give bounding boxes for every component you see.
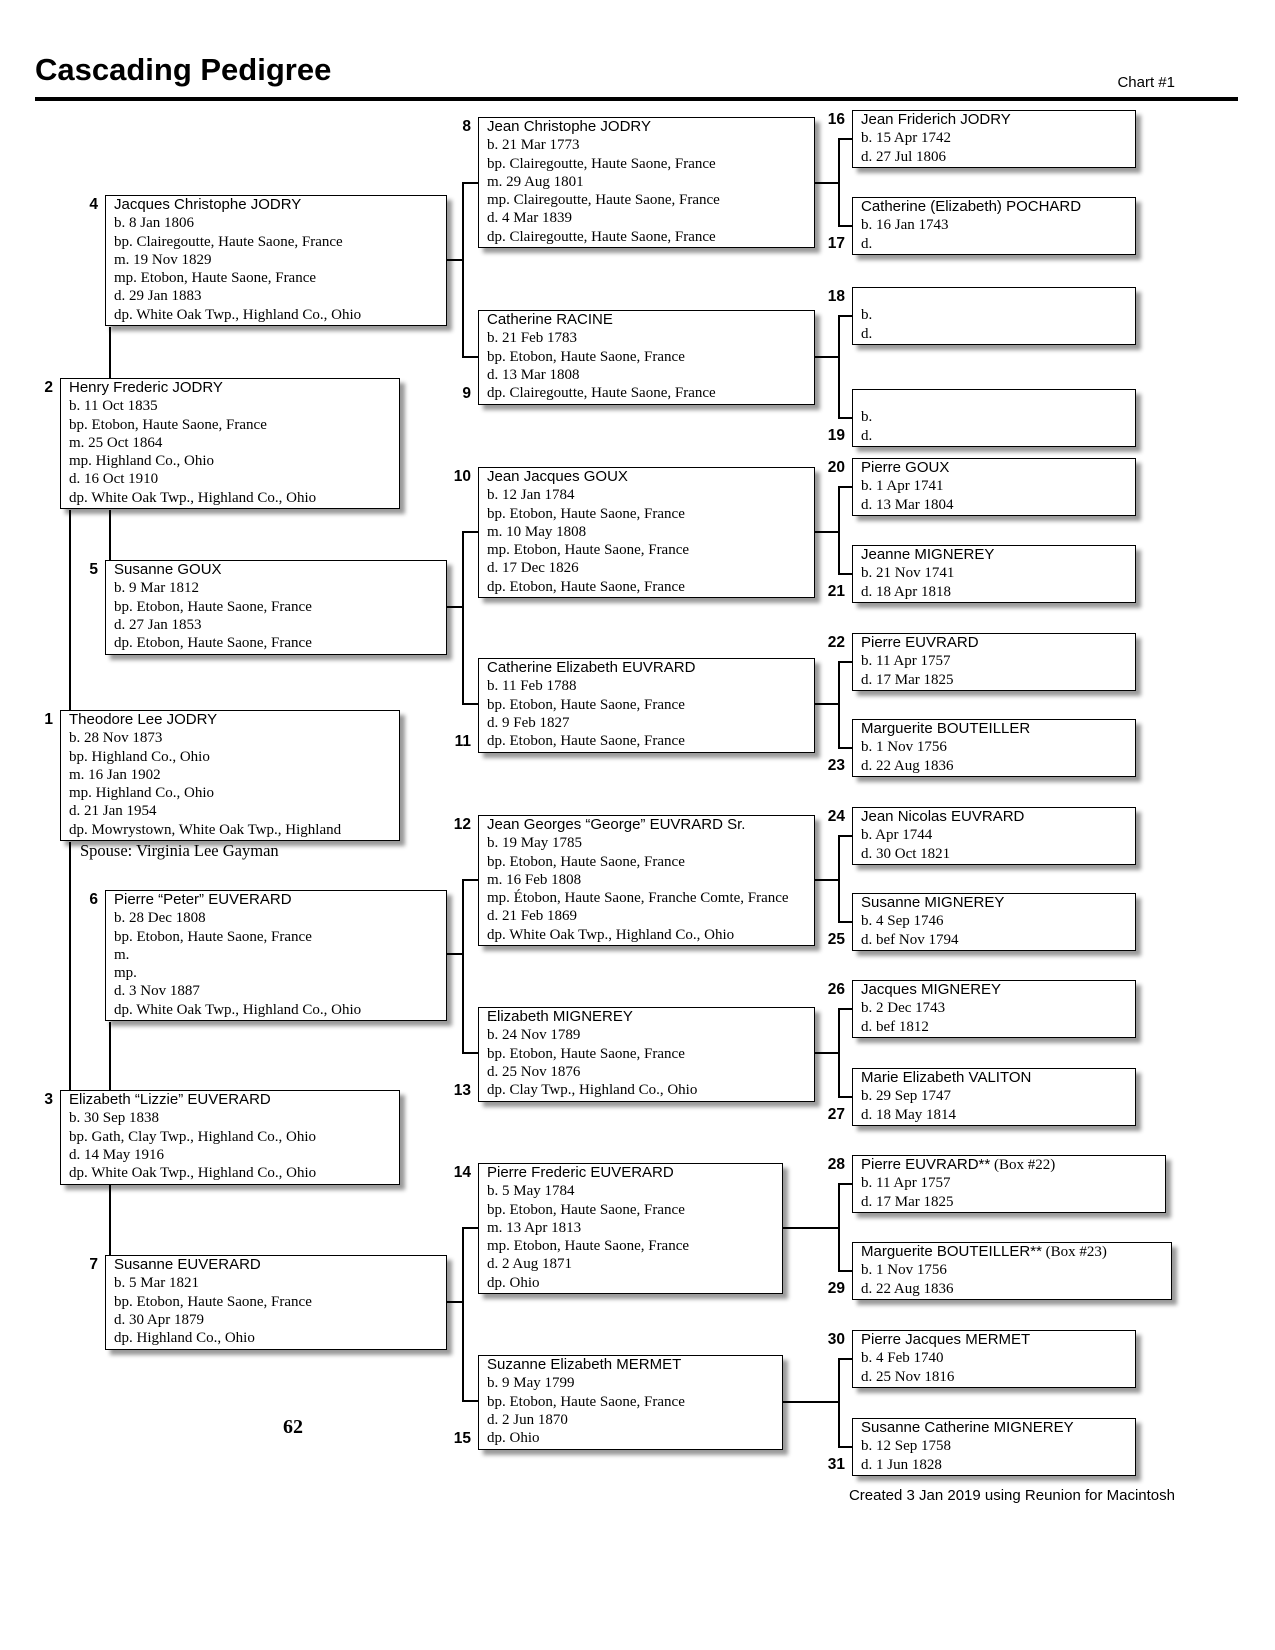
detail-line: m. 19 Nov 1829	[114, 251, 212, 268]
person-box-29	[827, 1242, 1172, 1300]
detail-line: mp. Highland Co., Ohio	[69, 453, 214, 470]
person-name: Pierre GOUX	[861, 459, 950, 476]
detail-line: d. 18 Apr 1818	[861, 583, 951, 600]
detail-line: dp. Etobon, Haute Saone, France	[114, 635, 312, 652]
person-box-28	[827, 1155, 1166, 1213]
detail-line: b. 11 Oct 1835	[69, 398, 158, 415]
detail-line: d. 21 Jan 1954	[69, 803, 157, 820]
detail-line: d. 21 Feb 1869	[487, 908, 577, 925]
detail-line: bp. Gath, Clay Twp., Highland Co., Ohio	[69, 1128, 316, 1145]
person-box-2	[44, 378, 400, 509]
detail-line: mp. Etobon, Haute Saone, France	[114, 270, 317, 287]
detail-line: d. 25 Nov 1816	[861, 1368, 955, 1385]
detail-line: b. 8 Jan 1806	[114, 215, 194, 232]
detail-line: d.	[861, 325, 873, 342]
box-number: 11	[454, 732, 471, 750]
box-number: 2	[44, 379, 53, 396]
detail-line: b. 30 Sep 1838	[69, 1110, 159, 1127]
detail-line: m. 13 Apr 1813	[487, 1219, 582, 1236]
person-name: Catherine (Elizabeth) POCHARD	[861, 198, 1082, 215]
detail-line: b. 11 Feb 1788	[487, 678, 577, 695]
detail-line: b. 9 May 1799	[487, 1375, 575, 1392]
detail-line: d. 14 May 1916	[69, 1146, 164, 1163]
detail-line: b. 21 Mar 1773	[487, 137, 580, 154]
box-number: 8	[462, 118, 471, 135]
person-box-11	[454, 658, 815, 753]
detail-line: d. 27 Jul 1806	[861, 148, 947, 165]
detail-line: d. bef Nov 1794	[861, 931, 959, 948]
person-box-20	[827, 458, 1136, 516]
person-box-23	[827, 719, 1136, 777]
detail-line: d.	[861, 427, 873, 444]
detail-line: b.	[861, 307, 873, 324]
box-number: 18	[827, 288, 845, 305]
page-number: 62	[283, 1416, 303, 1438]
detail-line: dp. Highland Co., Ohio	[114, 1330, 255, 1347]
detail-line: b. 4 Sep 1746	[861, 913, 944, 930]
detail-line: bp. Etobon, Haute Saone, France	[487, 348, 685, 365]
detail-line: dp. Clay Twp., Highland Co., Ohio	[487, 1082, 698, 1099]
person-name	[861, 1243, 1165, 1261]
detail-line: dp. White Oak Twp., Highland Co., Ohio	[114, 306, 362, 323]
detail-line: m. 16 Jan 1902	[69, 766, 161, 783]
person-name-text: Marguerite BOUTEILLER**	[861, 1243, 1042, 1260]
person-name: Catherine RACINE	[487, 311, 613, 328]
detail-line: dp. White Oak Twp., Highland Co., Ohio	[114, 1001, 362, 1018]
detail-line: bp. Clairegoutte, Haute Saone, France	[487, 155, 716, 172]
detail-line: b. Apr 1744	[861, 827, 933, 844]
detail-line: b. 21 Feb 1783	[487, 330, 577, 347]
spouse-note: Spouse: Virginia Lee Gayman	[80, 841, 279, 860]
person-box-5	[89, 560, 447, 655]
person-name: Susanne Catherine MIGNEREY	[861, 1419, 1074, 1436]
detail-line: b. 5 May 1784	[487, 1183, 575, 1200]
detail-line: b. 11 Apr 1757	[861, 653, 951, 670]
detail-line: mp. Etobon, Haute Saone, France	[487, 542, 690, 559]
box-number: 5	[89, 561, 98, 578]
person-name: Elizabeth MIGNEREY	[487, 1008, 633, 1025]
detail-line: d. 16 Oct 1910	[69, 471, 159, 488]
person-name	[861, 390, 1129, 408]
detail-line: bp. Etobon, Haute Saone, France	[487, 853, 685, 870]
person-box-3	[44, 1090, 400, 1185]
person-name-note: (Box #22)	[990, 1157, 1056, 1173]
detail-line: d. 13 Mar 1804	[861, 496, 954, 513]
person-box-27	[827, 1068, 1136, 1126]
person-box-25	[827, 893, 1136, 951]
detail-line: bp. Etobon, Haute Saone, France	[114, 1293, 312, 1310]
detail-line: bp. Etobon, Haute Saone, France	[114, 928, 312, 945]
person-name: Pierre “Peter” EUVERARD	[114, 891, 292, 908]
detail-line: b. 16 Jan 1743	[861, 217, 949, 234]
detail-line: dp. White Oak Twp., Highland Co., Ohio	[487, 926, 735, 943]
detail-line: b. 5 Mar 1821	[114, 1275, 199, 1292]
detail-line: m. 29 Aug 1801	[487, 173, 584, 190]
person-box-4	[89, 195, 447, 326]
box-number: 12	[453, 816, 471, 833]
person-name: Jean Friderich JODRY	[861, 111, 1011, 128]
detail-line: d. 29 Jan 1883	[114, 288, 202, 305]
box-number: 20	[827, 459, 845, 476]
detail-line: d. 13 Mar 1808	[487, 366, 580, 383]
person-box-21	[827, 545, 1136, 603]
detail-line: bp. Etobon, Haute Saone, France	[487, 1393, 685, 1410]
detail-line: d. 17 Mar 1825	[861, 671, 954, 688]
person-box-12	[453, 815, 815, 946]
detail-line: b. 12 Jan 1784	[487, 487, 575, 504]
person-name-note: (Box #23)	[1041, 1244, 1107, 1260]
person-box-16	[827, 110, 1136, 168]
creation-credit: Created 3 Jan 2019 using Reunion for Macintosh	[848, 1487, 1175, 1504]
person-name: Jacques MIGNEREY	[861, 981, 1002, 998]
person-box-19	[827, 389, 1136, 447]
box-number: 22	[827, 634, 845, 651]
person-box-17	[827, 197, 1136, 255]
detail-line: b. 1 Nov 1756	[861, 739, 947, 756]
detail-line: b. 19 May 1785	[487, 835, 582, 852]
box-number: 9	[462, 384, 471, 402]
box-number: 3	[44, 1091, 53, 1108]
detail-line: bp. Etobon, Haute Saone, France	[487, 696, 685, 713]
box-number: 13	[453, 1081, 471, 1099]
detail-line: d. 22 Aug 1836	[861, 1280, 954, 1297]
person-name: Pierre EUVRARD	[861, 634, 979, 651]
detail-line: mp. Etobon, Haute Saone, France	[487, 1238, 690, 1255]
detail-line: bp. Etobon, Haute Saone, France	[114, 598, 312, 615]
person-name: Elizabeth “Lizzie” EUVERARD	[69, 1091, 271, 1108]
detail-line: dp. Mowrystown, White Oak Twp., Highland	[69, 821, 342, 838]
box-number: 6	[89, 891, 98, 908]
person-name: Theodore Lee JODRY	[69, 711, 218, 728]
detail-line: b. 2 Dec 1743	[861, 1000, 946, 1017]
person-name: Jean Jacques GOUX	[487, 468, 628, 485]
person-name: Susanne GOUX	[114, 561, 222, 578]
detail-line: m. 25 Oct 1864	[69, 434, 163, 451]
person-box-14	[453, 1163, 783, 1294]
person-name: Pierre Frederic EUVERARD	[487, 1164, 674, 1181]
box-number: 26	[827, 981, 845, 998]
box-number: 21	[827, 582, 845, 600]
person-name: Susanne EUVERARD	[114, 1256, 261, 1273]
person-name	[861, 288, 1129, 306]
detail-line: b.	[861, 409, 873, 426]
detail-line: d. 1 Jun 1828	[861, 1456, 942, 1473]
detail-line: d. 3 Nov 1887	[114, 983, 200, 1000]
box-number: 29	[827, 1279, 845, 1297]
detail-line: bp. Etobon, Haute Saone, France	[487, 1045, 685, 1062]
detail-line: bp. Etobon, Haute Saone, France	[487, 505, 685, 522]
person-name-text: Pierre EUVRARD**	[861, 1156, 991, 1173]
person-box-10	[453, 467, 815, 598]
person-box-30	[827, 1330, 1136, 1388]
box-number: 17	[827, 234, 845, 252]
person-name: Marguerite BOUTEILLER	[861, 720, 1031, 737]
detail-line: d. 30 Oct 1821	[861, 845, 951, 862]
chart-number-label: Chart #1	[1117, 74, 1175, 91]
detail-line: bp. Highland Co., Ohio	[69, 748, 210, 765]
detail-line: b. 21 Nov 1741	[861, 565, 955, 582]
detail-line: dp. Clairegoutte, Haute Saone, France	[487, 228, 716, 245]
detail-line: m.	[114, 946, 130, 963]
person-box-13	[453, 1007, 815, 1102]
box-number: 27	[827, 1105, 845, 1123]
detail-line: mp. Highland Co., Ohio	[69, 785, 214, 802]
detail-line: d. bef 1812	[861, 1018, 929, 1035]
detail-line: bp. Etobon, Haute Saone, France	[69, 416, 267, 433]
detail-line: dp. Ohio	[487, 1274, 540, 1291]
detail-line: b. 24 Nov 1789	[487, 1027, 581, 1044]
person-box-1	[44, 710, 400, 841]
person-box-22	[827, 633, 1136, 691]
detail-line: dp. Clairegoutte, Haute Saone, France	[487, 385, 716, 402]
person-name: Susanne MIGNEREY	[861, 894, 1005, 911]
person-name: Henry Frederic JODRY	[69, 379, 223, 396]
person-name: Pierre Jacques MERMET	[861, 1331, 1031, 1348]
detail-line: d. 25 Nov 1876	[487, 1063, 581, 1080]
person-box-6	[89, 890, 447, 1021]
detail-line: dp. Ohio	[487, 1430, 540, 1447]
person-box-24	[827, 807, 1136, 865]
detail-line: mp. Étobon, Haute Saone, Franche Comte, France	[487, 890, 789, 907]
detail-line: d. 17 Mar 1825	[861, 1193, 954, 1210]
detail-line: b. 4 Feb 1740	[861, 1350, 944, 1367]
box-number: 10	[453, 468, 471, 485]
detail-line: b. 12 Sep 1758	[861, 1438, 951, 1455]
person-name: Jeanne MIGNEREY	[861, 546, 995, 563]
detail-line: d.	[861, 235, 873, 252]
person-name: Jacques Christophe JODRY	[114, 196, 302, 213]
detail-line: d. 22 Aug 1836	[861, 757, 954, 774]
person-box-7	[89, 1255, 447, 1350]
person-name: Jean Nicolas EUVRARD	[861, 808, 1025, 825]
detail-line: m. 16 Feb 1808	[487, 871, 582, 888]
detail-line: b. 28 Dec 1808	[114, 910, 206, 927]
detail-line: d. 9 Feb 1827	[487, 714, 570, 731]
detail-line: m. 10 May 1808	[487, 523, 587, 540]
detail-line: mp.	[114, 965, 137, 982]
detail-line: b. 1 Apr 1741	[861, 478, 944, 495]
box-number: 14	[453, 1164, 471, 1181]
person-box-18	[827, 287, 1136, 345]
person-box-8	[462, 117, 815, 248]
person-name: Catherine Elizabeth EUVRARD	[487, 659, 696, 676]
box-number: 25	[827, 930, 845, 948]
detail-line: d. 4 Mar 1839	[487, 210, 572, 227]
detail-line: dp. Etobon, Haute Saone, France	[487, 578, 685, 595]
detail-line: bp. Etobon, Haute Saone, France	[487, 1201, 685, 1218]
page-title: Cascading Pedigree	[35, 52, 332, 87]
person-name: Marie Elizabeth VALITON	[861, 1069, 1032, 1086]
title-rule	[35, 97, 1238, 101]
detail-line: b. 11 Apr 1757	[861, 1175, 951, 1192]
detail-line: bp. Clairegoutte, Haute Saone, France	[114, 233, 343, 250]
detail-line: dp. Etobon, Haute Saone, France	[487, 733, 685, 750]
box-number: 19	[827, 426, 845, 444]
detail-line: mp. Clairegoutte, Haute Saone, France	[487, 192, 720, 209]
person-name: Jean Georges “George” EUVRARD Sr.	[487, 816, 746, 833]
box-number: 31	[827, 1455, 845, 1473]
detail-line: b. 9 Mar 1812	[114, 580, 199, 597]
person-box-31	[827, 1418, 1136, 1476]
box-number: 7	[89, 1256, 98, 1273]
detail-line: d. 17 Dec 1826	[487, 560, 579, 577]
box-number: 15	[453, 1429, 471, 1447]
box-number: 23	[827, 756, 845, 774]
detail-line: d. 2 Jun 1870	[487, 1411, 568, 1428]
person-box-15	[453, 1355, 783, 1450]
detail-line: dp. White Oak Twp., Highland Co., Ohio	[69, 489, 317, 506]
person-name: Jean Christophe JODRY	[487, 118, 651, 135]
detail-line: d. 2 Aug 1871	[487, 1256, 573, 1273]
person-name	[861, 1156, 1159, 1174]
box-number: 1	[44, 711, 53, 728]
detail-line: b. 1 Nov 1756	[861, 1262, 947, 1279]
detail-line: d. 18 May 1814	[861, 1106, 956, 1123]
detail-line: dp. White Oak Twp., Highland Co., Ohio	[69, 1165, 317, 1182]
person-box-26	[827, 980, 1136, 1038]
detail-line: b. 29 Sep 1747	[861, 1088, 951, 1105]
person-box-9	[462, 310, 815, 405]
box-number: 24	[827, 808, 845, 825]
box-number: 30	[827, 1331, 845, 1348]
detail-line: b. 28 Nov 1873	[69, 730, 163, 747]
box-number: 16	[827, 111, 845, 128]
person-name: Suzanne Elizabeth MERMET	[487, 1356, 682, 1373]
detail-line: d. 30 Apr 1879	[114, 1311, 204, 1328]
box-number: 28	[827, 1156, 845, 1173]
detail-line: b. 15 Apr 1742	[861, 130, 951, 147]
box-number: 4	[89, 196, 98, 213]
detail-line: d. 27 Jan 1853	[114, 616, 202, 633]
